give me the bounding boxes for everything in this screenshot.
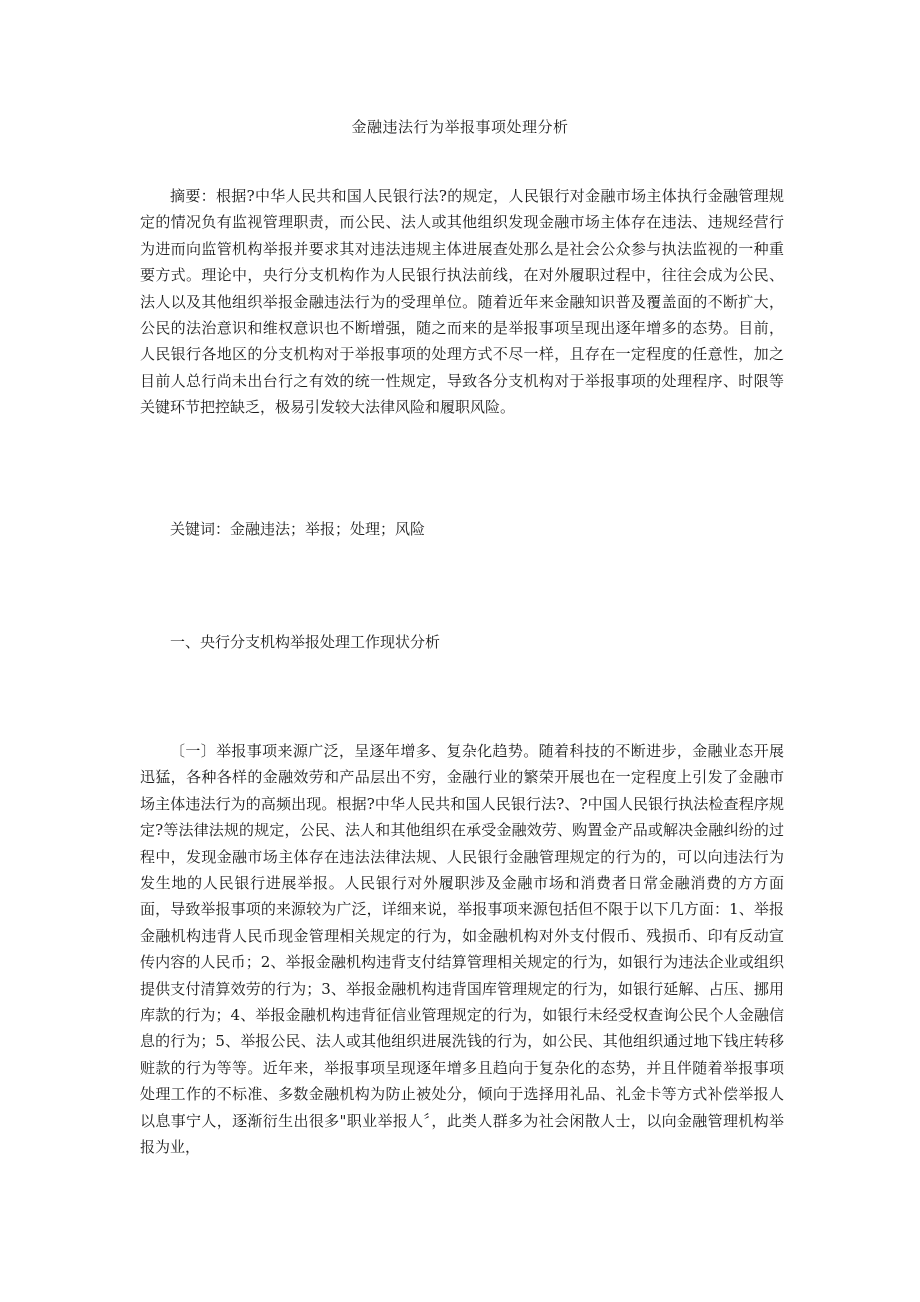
abstract-paragraph: 摘要：根据?中华人民共和国人民银行法?的规定，人民银行对金融市场主体执行金融管理规定的情况负有监视管理职责，而公民、法人或其他组织发现金融市场主体存在违法、违规经营行为进而向监管机构举报并要求其对违法违规主体进展查处那么是社会公众参与执法监视的一种重要方式。理论中，央行分支机构作为人民银行执法前线，在对外履职过程中，往往会成为公民、法人以及其他组织举报金融违法行为的受理单位。随着近年来金融知识普及覆盖面的不断扩大，公民的法治意识和维权意识也不断增强，随之而来的是举报事项呈现出逐年增多的态势。目前，人民银行各地区的分支机构对于举报事项的处理方式不尽一样，且存在一定程度的任意性，加之目前人总行尚未出台行之有效的统一性规定，导致各分支机构对于举报事项的处理程序、时限等关键环节把控缺乏，极易引发较大法律风险和履职风险。 bbox=[140, 187, 784, 417]
keywords-line: 关键词：金融违法；举报；处理；风险 bbox=[170, 520, 426, 538]
body-paragraph: 〔一〕举报事项来源广泛，呈逐年增多、复杂化趋势。随着科技的不断进步，金融业态开展迅猛，各种各样的金融效劳和产品层出不穷，金融行业的繁荣开展也在一定程度上引发了金融市场主体违法行为的高频出现。根据?中华人民共和国人民银行法?、?中国人民银行执法检查程序规定?等法律法规的规定，公民、法人和其他组织在承受金融效劳、购置金产品或解决金融纠纷的过程中，发现金融市场主体存在违法法律法规、人民银行金融管理规定的行为的，可以向违法行为发生地的人民银行进展举报。人民银行对外履职涉及金融市场和消费者日常金融消费的方方面面，导致举报事项的来源较为广泛，详细来说，举报事项来源包括但不限于以下几方面：1、举报金融机构违背人民币现金管理相关规定的行为，如金融机构对外支付假币、残损币、印有反动宣传内容的人民币；2、举报金融机构违背支付结算管理相关规定的行为，如银行为违法企业或组织提供支付清算效劳的行为；3、举报金融机构违背国库管理规定的行为，如银行延解、占压、挪用库款的行为；4、举报金融机构违背征信业管理规定的行为，如银行未经受权查询公民个人金融信息的行为；5、举报公民、法人或其他组织进展洗钱的行为，如公民、其他组织通过地下钱庄转移赃款的行为等等。近年来，举报事项呈现逐年增多且趋向于复杂化的态势，并且伴随着举报事项处理工作的不标准、多数金融机构为防止被处分，倾向于选择用礼品、礼金卡等方式补偿举报人以息事宁人，逐渐衍生出很多"职业举报人〞，此类人群多为社会闲散人士，以向金融管理机构举报为业， bbox=[140, 742, 784, 1157]
section-heading: 一、央行分支机构举报处理工作现状分析 bbox=[170, 633, 441, 651]
document-title: 金融违法行为举报事项处理分析 bbox=[351, 118, 569, 136]
